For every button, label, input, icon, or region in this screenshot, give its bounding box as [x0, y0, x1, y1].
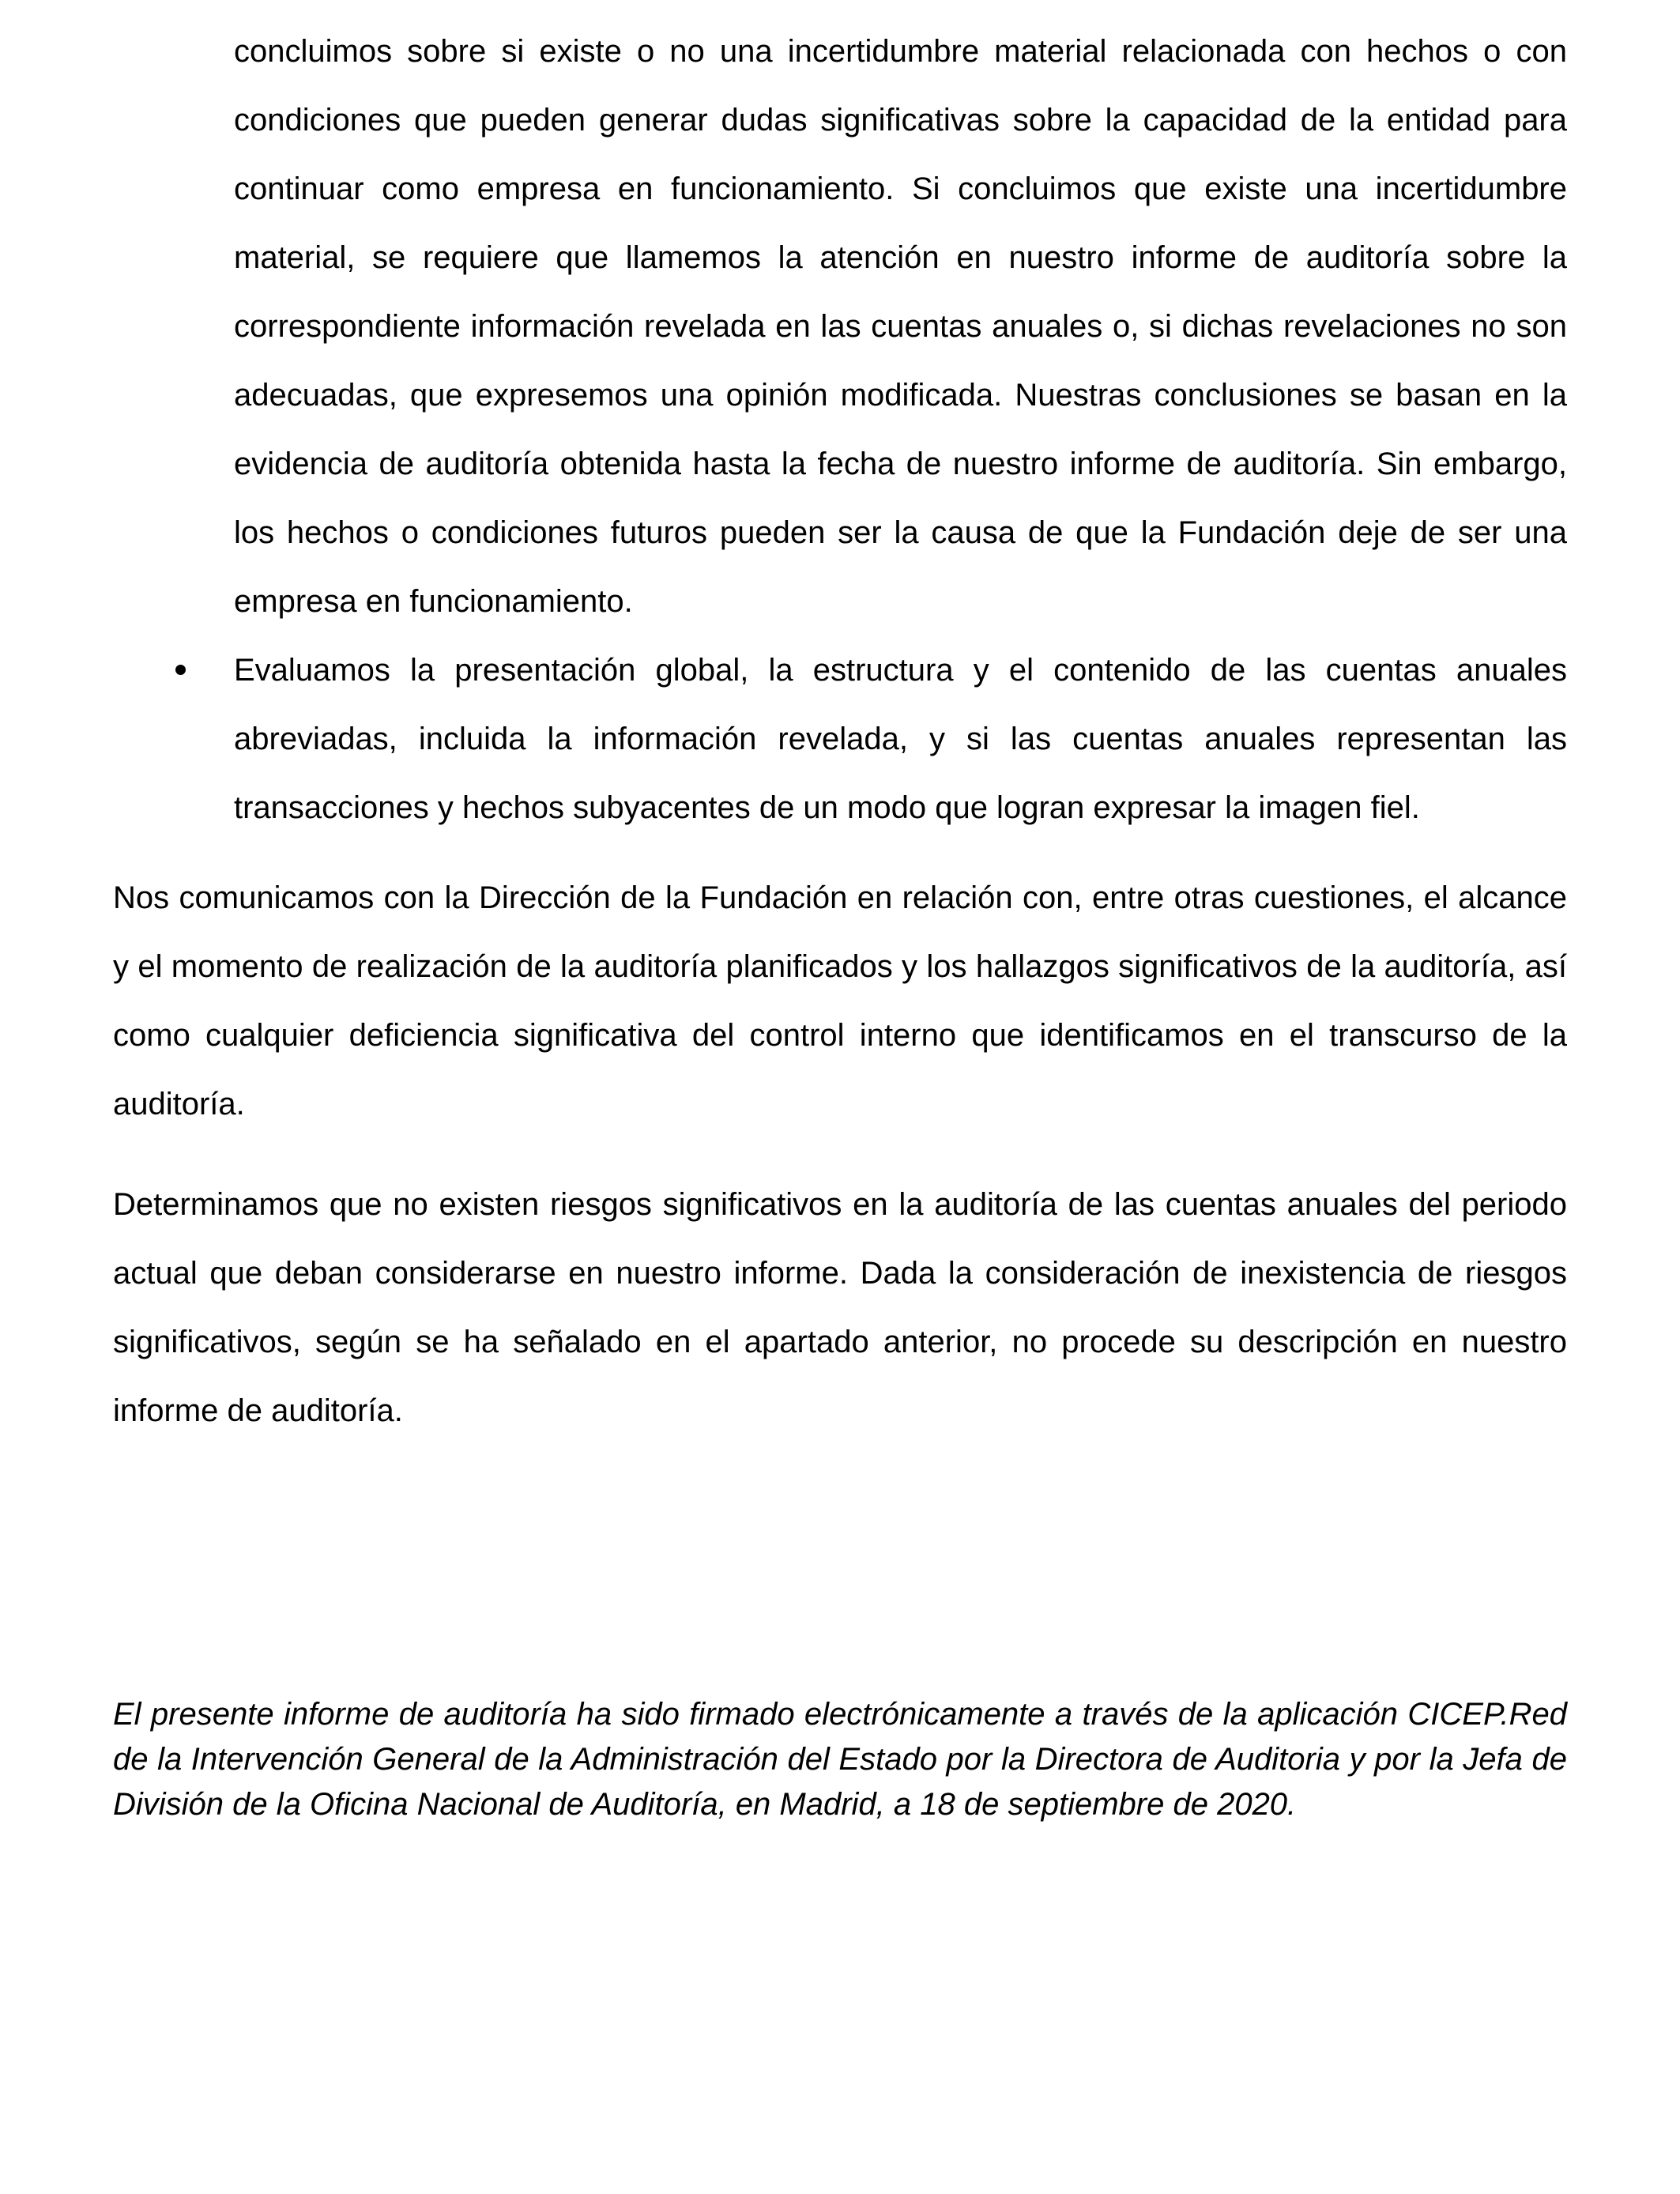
closing-statement: El presente informe de auditoría ha sido firmado electrónicamente a través de la aplicación CICEP.Red de la Intervención General de la Administración del Estado por la Directora de Auditoria y por la Jefa de División de la Oficina Nacional de Auditoría, en Madrid, a 18 de septiembre de 2020. [113, 1697, 1567, 1822]
bullet-list [113, 17, 1567, 843]
paragraph-communication: Nos comunicamos con la Dirección de la Fundación en relación con, entre otras cuestiones, el alcance y el momento de realización de la auditoría planificados y los hallazgos significativos de la auditoría, así como cualquier deficiencia significativa del control interno que identificamos en el transcurso de la auditoría. [113, 880, 1567, 1122]
document-body [113, 17, 1567, 1827]
list-item [113, 17, 1567, 636]
bullet-icon [175, 665, 186, 675]
list-item [113, 636, 1567, 843]
paragraph-risks: Determinamos que no existen riesgos significativos en la auditoría de las cuentas anuales del periodo actual que deban considerarse en nuestro informe. Dada la consideración de inexistencia de riesgos significativos, según se ha señalado en el apartado anterior, no procede su descripción en nuestro informe de auditoría. [113, 1187, 1567, 1428]
list-item-text: Evaluamos la presentación global, la estructura y el contenido de las cuentas anuales abreviadas, incluida la información revelada, y si las cuentas anuales representan las transacciones y hechos subyacentes de un modo que logran expresar la imagen fiel. [234, 653, 1567, 825]
list-item-text: concluimos sobre si existe o no una incertidumbre material relacionada con hechos o con condiciones que pueden generar dudas significativas sobre la capacidad de la entidad para continuar como empresa en funcionamiento. Si concluimos que existe una incertidumbre material, se requiere que llamemos la atención en nuestro informe de auditoría sobre la correspondiente información revelada en las cuentas anuales o, si dichas revelaciones no son adecuadas, que expresemos una opinión modificada. Nuestras conclusiones se basan en la evidencia de auditoría obtenida hasta la fecha de nuestro informe de auditoría. Sin embargo, los hechos o condiciones futuros pueden ser la causa de que la Fundación deje de ser una empresa en funcionamiento. [234, 34, 1567, 619]
